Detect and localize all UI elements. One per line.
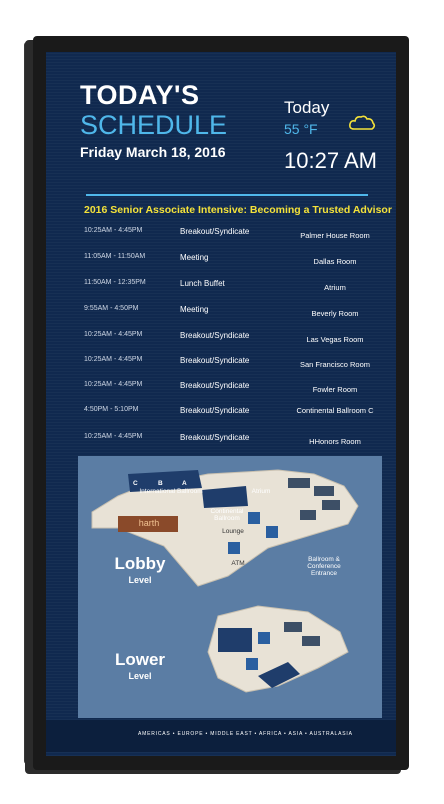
schedule-room: Fowler Room — [312, 385, 358, 394]
weather-temperature: 55 °F — [284, 121, 318, 137]
schedule-room: Dallas Room — [313, 257, 357, 266]
schedule-time: 11:50AM - 12:35PM — [84, 279, 146, 286]
schedule-time: 10:25AM - 4:45PM — [84, 433, 143, 440]
lobby-level-label — [100, 556, 180, 588]
schedule-type: Meeting — [180, 305, 209, 314]
schedule-room: HHonors Room — [309, 437, 361, 446]
map-lounge: Lounge — [222, 528, 244, 535]
schedule-time: 10:25AM - 4:45PM — [84, 227, 143, 234]
schedule-date: Friday March 18, 2016 — [80, 144, 226, 160]
lobby-level-title: Lobby — [114, 554, 166, 573]
map-room-letter-b: B — [158, 480, 163, 487]
schedule-row — [84, 305, 384, 327]
schedule-type: Breakout/Syndicate — [180, 381, 250, 390]
schedule-time: 11:05AM - 11:50AM — [84, 253, 146, 260]
map-restaurant: harth — [138, 518, 160, 528]
title-line-1: TODAY'S — [80, 80, 200, 110]
schedule-room: Continental Ballroom C — [296, 406, 374, 415]
schedule-row — [84, 253, 384, 275]
lobby-level-subtitle: Level — [128, 575, 152, 585]
schedule-row — [84, 279, 384, 301]
event-title: 2016 Senior Associate Intensive: Becoming a Trusted Advisor — [84, 204, 392, 216]
schedule-time: 10:25AM - 4:45PM — [84, 356, 143, 363]
schedule-type: Breakout/Syndicate — [180, 356, 250, 365]
weather-label: Today — [284, 98, 330, 117]
lower-level-label — [100, 652, 180, 684]
schedule-room: San Francisco Room — [299, 360, 371, 369]
schedule-row — [84, 406, 384, 428]
footer-bar — [46, 720, 396, 752]
cloud-icon — [348, 114, 376, 137]
schedule-row — [84, 331, 384, 353]
schedule-time: 9:55AM - 4:50PM — [84, 305, 139, 312]
lower-level-subtitle: Level — [128, 671, 152, 681]
display-screen — [46, 52, 396, 756]
lower-level-title: Lower — [114, 650, 166, 669]
schedule-type: Lunch Buffet — [180, 279, 225, 288]
schedule-type: Breakout/Syndicate — [180, 227, 250, 236]
schedule-time: 10:25AM - 4:45PM — [84, 331, 143, 338]
schedule-room: Atrium — [324, 283, 346, 292]
schedule-type: Breakout/Syndicate — [180, 433, 250, 442]
footer-regions: AMERICAS • EUROPE • MIDDLE EAST • AFRICA • ASIA • AUSTRALASIA — [138, 731, 353, 737]
title-line-2: SCHEDULE — [80, 110, 228, 140]
schedule-room: Palmer House Room — [300, 231, 370, 240]
current-time: 10:27 AM — [284, 148, 377, 173]
schedule-time: 4:50PM - 5:10PM — [84, 406, 139, 413]
map-ballroom-entrance: Ballroom & Conference Entrance — [307, 556, 341, 577]
schedule-row — [84, 356, 384, 378]
map-atm: ATM — [231, 560, 245, 567]
schedule-row — [84, 381, 384, 403]
schedule-row — [84, 227, 384, 249]
map-continental-ballroom: Continental Ballroom — [210, 508, 244, 522]
schedule-type: Breakout/Syndicate — [180, 331, 250, 340]
schedule-room: Beverly Room — [311, 309, 359, 318]
schedule-row — [84, 433, 384, 455]
venue-map — [78, 456, 382, 718]
schedule-type: Meeting — [180, 253, 209, 262]
map-international-ballroom: International Ballroom — [139, 488, 203, 495]
map-atrium: Atrium — [251, 488, 271, 495]
schedule-time: 10:25AM - 4:45PM — [84, 381, 143, 388]
map-room-letter-a: A — [182, 480, 187, 487]
schedule-type: Breakout/Syndicate — [180, 406, 250, 415]
schedule-room: Las Vegas Room — [306, 335, 364, 344]
header-divider — [86, 194, 368, 196]
map-room-letter-c: C — [133, 480, 138, 487]
